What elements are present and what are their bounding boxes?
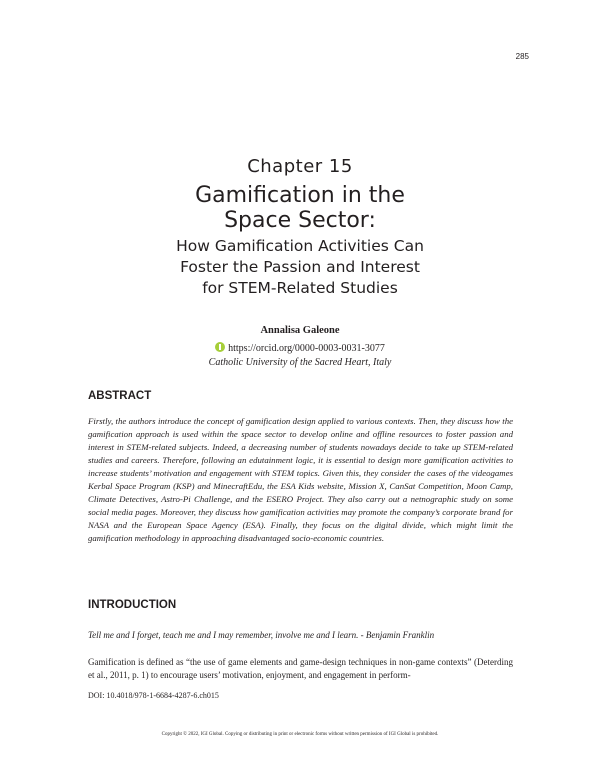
chapter-label: Chapter 15 — [247, 156, 353, 177]
introduction-heading: INTRODUCTION — [88, 599, 177, 611]
author-affiliation: Catholic University of the Sacred Heart, Italy — [208, 357, 392, 368]
introduction-paragraph: Gamification is defined as “the use of game elements and game-design techniques in non-game contexts” (Deterding et al., 2011, p. 1) to encourage users’ motivation, enjoyment, and engagement in perform- — [88, 657, 513, 680]
copyright-notice: Copyright © 2022, IGI Global. Copying or distributing in print or electronic forms without written permission of IGI Global is prohibited. — [161, 732, 439, 737]
page-number: 285 — [515, 52, 529, 61]
orcid-icon — [215, 342, 225, 352]
orcid-link[interactable]: https://orcid.org/0000-0003-0031-3077 — [228, 343, 385, 354]
subtitle-line-1: How Gamification Activities Can — [176, 237, 424, 255]
subtitle-line-2: Foster the Passion and Interest — [180, 258, 420, 276]
doi: DOI: 10.4018/978-1-6684-4287-6.ch015 — [88, 691, 219, 700]
orcid-line — [0, 342, 600, 354]
subtitle-line-3: for STEM-Related Studies — [202, 279, 398, 297]
abstract-heading: ABSTRACT — [88, 390, 152, 402]
chapter-title — [0, 183, 600, 233]
chapter-subtitle — [0, 236, 600, 299]
title-line-1: Gamification in the — [195, 183, 405, 208]
epigraph: Tell me and I forget, teach me and I may remember, involve me and I learn. - Benjamin Franklin — [88, 630, 435, 640]
author-name: Annalisa Galeone — [260, 325, 340, 336]
abstract-text: Firstly, the authors introduce the concept of gamification design applied to various contexts. Then, they discuss how the gamification approach is used within the space sector to develop online and offline resources to foster passion and interest in STEM-related subjects. Indeed, a decreasing number of students nowadays decide to take up STEM-related studies and careers. Therefore, following an edutainment logic, it is essential to design more gamification activities to increase students’ motivation and engagement with STEM topics. Given this, they consider the cases of the videogames Kerbal Space Program (KSP) and MinecraftEdu, the ESA Kids website, Mission X, CanSat Competition, Moon Camp, Climate Detectives, Astro-Pi Challenge, and the ESERO Project. They also carry out a netnographic study on some social media pages. Moreover, they discuss how gamification activities may promote the company’s corporate brand for NASA and the European Space Agency (ESA). Finally, they focus on the digital divide, which might limit the gamification methodology in approaching disadvantaged socio-economic countries. — [88, 416, 513, 543]
title-line-2: Space Sector: — [224, 208, 376, 233]
